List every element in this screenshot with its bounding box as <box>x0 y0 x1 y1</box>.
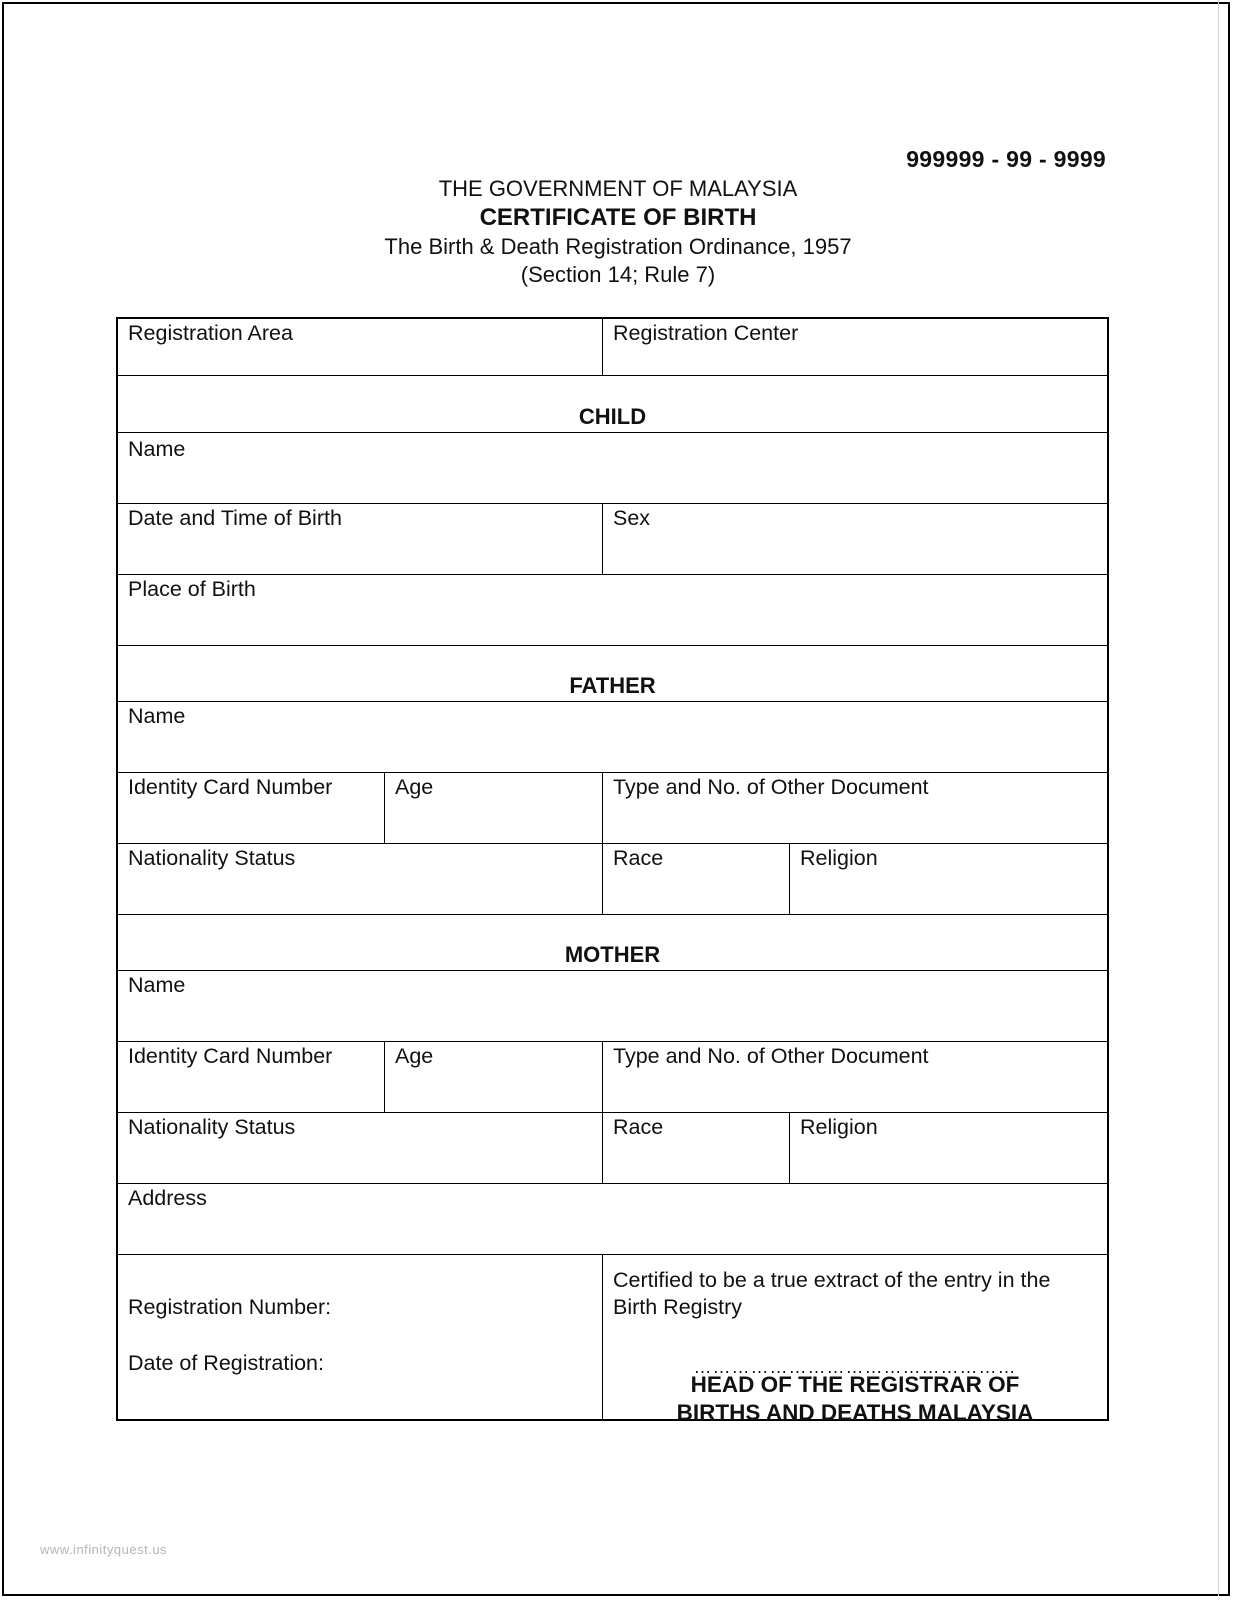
father-nationality-label: Nationality Status <box>128 846 296 870</box>
registration-number-label: Registration Number: <box>128 1295 332 1319</box>
child-dob-label: Date and Time of Birth <box>128 506 342 530</box>
watermark: www.infinityquest.us <box>40 1542 168 1557</box>
certificate-title: CERTIFICATE OF BIRTH <box>479 204 757 231</box>
mother-nationality-label: Nationality Status <box>128 1115 296 1139</box>
child-dob-cell[interactable] <box>118 504 602 574</box>
father-religion-cell[interactable] <box>789 844 1107 914</box>
father-race-cell[interactable] <box>602 844 789 914</box>
mother-section-row <box>118 915 1107 971</box>
ordinance-line: The Birth & Death Registration Ordinance, 1957 <box>384 234 852 259</box>
registration-center-label: Registration Center <box>613 321 799 345</box>
registration-date-label: Date of Registration: <box>128 1351 324 1375</box>
child-section-row <box>118 376 1107 433</box>
registrar-title-line-2: BIRTHS AND DEATHS MALAYSIA <box>676 1400 1034 1425</box>
registrar-title-line-1: HEAD OF THE REGISTRAR OF <box>690 1372 1020 1397</box>
mother-race-label: Race <box>613 1115 664 1139</box>
child-heading: CHILD <box>578 404 647 429</box>
mother-age-label: Age <box>395 1044 434 1068</box>
mother-name-label: Name <box>128 973 186 997</box>
father-name-row[interactable] <box>118 702 1107 773</box>
section-line: (Section 14; Rule 7) <box>520 262 716 287</box>
father-race-label: Race <box>613 846 664 870</box>
child-sex-label: Sex <box>613 506 651 530</box>
mother-heading: MOTHER <box>564 942 661 967</box>
father-nationality-cell[interactable] <box>118 844 602 914</box>
father-section-row <box>118 646 1107 702</box>
certification-cell <box>602 1255 1107 1425</box>
mother-name-row[interactable] <box>118 971 1107 1042</box>
signature-line: …………………………………………… <box>693 1357 1017 1377</box>
father-ic-label: Identity Card Number <box>128 775 333 799</box>
address-row[interactable] <box>118 1184 1107 1255</box>
father-religion-label: Religion <box>800 846 878 870</box>
mother-race-cell[interactable] <box>602 1113 789 1183</box>
child-place-row[interactable] <box>118 575 1107 646</box>
father-age-label: Age <box>395 775 434 799</box>
mother-other-doc-label: Type and No. of Other Document <box>613 1044 929 1068</box>
father-name-label: Name <box>128 704 186 728</box>
child-name-row[interactable] <box>118 433 1107 504</box>
registration-details-cell <box>118 1255 602 1419</box>
child-sex-cell[interactable] <box>602 504 1107 574</box>
father-heading: FATHER <box>569 673 656 698</box>
registration-footer-row <box>118 1255 1107 1425</box>
mother-id-row <box>118 1042 1107 1113</box>
father-status-row <box>118 844 1107 915</box>
address-label: Address <box>128 1186 207 1210</box>
registrar-title <box>603 1371 1107 1427</box>
registration-area-cell[interactable] <box>118 319 602 375</box>
government-heading: THE GOVERNMENT OF MALAYSIA <box>438 176 798 201</box>
mother-ic-cell[interactable] <box>118 1042 384 1112</box>
certificate-number: 999999 - 99 - 9999 <box>906 146 1106 172</box>
child-birth-row <box>118 504 1107 575</box>
father-other-doc-label: Type and No. of Other Document <box>613 775 929 799</box>
mother-religion-cell[interactable] <box>789 1113 1107 1183</box>
registration-row <box>118 319 1107 376</box>
father-other-doc-cell[interactable] <box>602 773 1107 843</box>
father-age-cell[interactable] <box>384 773 602 843</box>
mother-status-row <box>118 1113 1107 1184</box>
birth-certificate-form <box>116 317 1109 1425</box>
registration-center-cell[interactable] <box>602 319 1107 375</box>
mother-other-doc-cell[interactable] <box>602 1042 1107 1112</box>
mother-religion-label: Religion <box>800 1115 878 1139</box>
father-id-row <box>118 773 1107 844</box>
registration-area-label: Registration Area <box>128 321 293 345</box>
mother-age-cell[interactable] <box>384 1042 602 1112</box>
child-name-label: Name <box>128 437 186 461</box>
child-place-label: Place of Birth <box>128 577 256 601</box>
mother-nationality-cell[interactable] <box>118 1113 602 1183</box>
mother-ic-label: Identity Card Number <box>128 1044 333 1068</box>
father-ic-cell[interactable] <box>118 773 384 843</box>
certification-text: Certified to be a true extract of the entry in the Birth Registry <box>613 1268 1051 1319</box>
